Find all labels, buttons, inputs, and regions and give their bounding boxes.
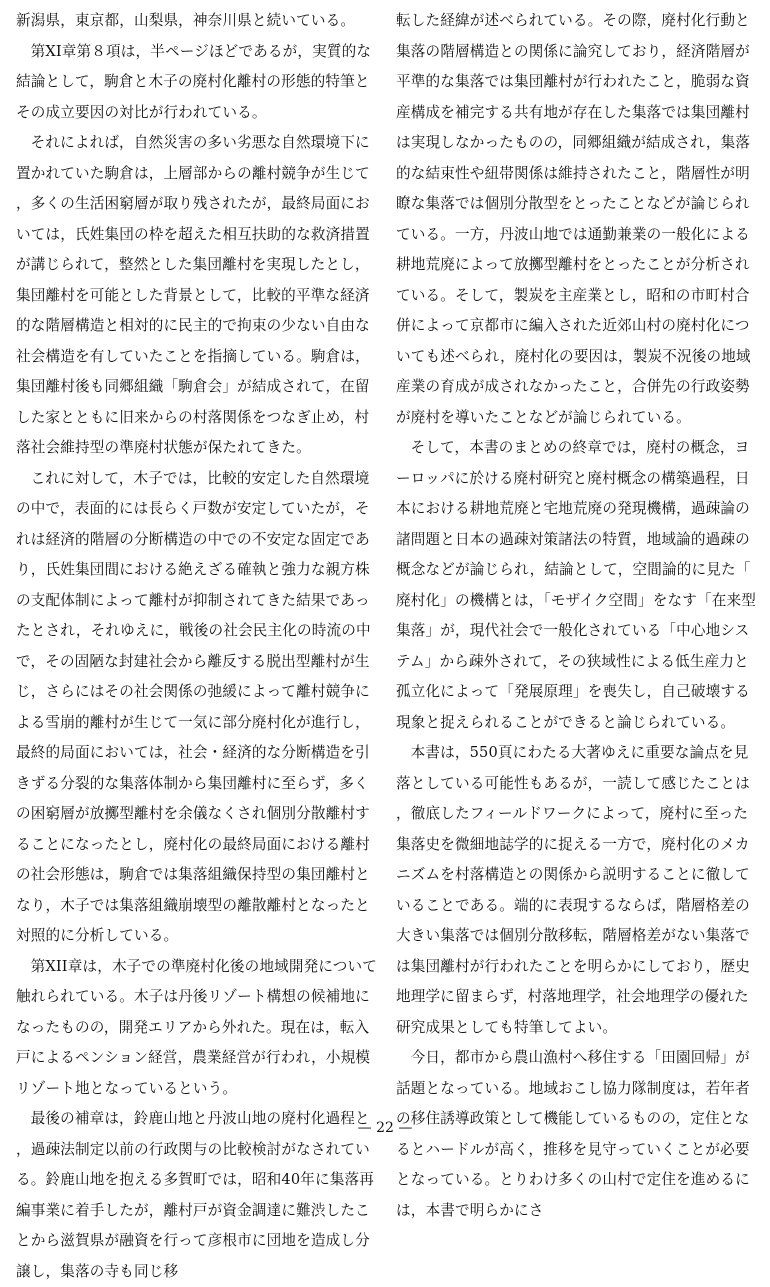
paragraph: これに対して，木子では，比較的安定した自然環境の中で，表面的には長らく戸数が安定していたが，それは経済的階層の分断構造の中での不安定な固定であり，氏姓集団間における絶えざる確執と強力な親方株の支配体制によって離村が抑制されてきた結果であったとされ，それゆえに，戦後の社会民主化の時流の中で，その固陋な封建社会から離反する脱出型離村が生じ，さらにはその社会関係の弛緩によって離村競争による雪崩的離村が生じて一気に部分廃村化が進行し，最終的局面においては，社会・経済的な分断構造を引きずる分裂的な集落体制から集団離村に至らず，多くの困窮層が放擲型離村を余儀なくされ個別分散離村することになったとし，廃村化の最終局面における離村の社会形態は，駒倉では集落組織保持型の集団離村となり，木子では集落組織崩壊型の離散離村となったと対照的に分析している。 [16,469,371,944]
paragraph: そして，本書のまとめの終章では，廃村の概念，ヨーロッパに於ける廃村研究と廃村概念の構築過程，日本における耕地荒廃と宅地荒廃の発現機構，過疎論の諸問題と日本の過疎対策諸法の特質，地域論的過疎の概念などが論じられ，結論として，空間論的に見た「廃村化」の機構とは，「モザイク空間」をなす「在来型集落」が，現代社会で一般化されている「中心地システム」から疎外されて，その狭域性による低生産力と孤立化によって「発展原理」を喪失し，自己破壊する現象と捉えられることができると論じられている。 [396,439,756,731]
paragraph: 本書は，550頁にわたる大著ゆえに重要な論点を見落としている可能性もあるが，一読して感じたことは，徹底したフィールドワークによって，廃村に至った集落史を微細地誌学的に捉える一方で，廃村化のメカニズムを村落構造との関係から説明することに徹していることである。端的に表現するならば，階層格差の大きい集落では個別分散移転，階層格差がない集落では集団離村が行われたことを明らかにしており，歴史地理学に留まらず，村落地理学，社会地理学の優れた研究成果としても特筆してよい。 [396,744,750,1036]
paragraph: 第XI章第８項は，半ページほどであるが，実質的な結論として，駒倉と木子の廃村化離村の形態的特筆とその成立要因の対比が行われている。 [16,42,372,121]
paragraph: 最後の補章は，鈴鹿山地と丹波山地の廃村化過程と，過疎法制定以前の行政関与の比較検討がなされている。鈴鹿山地を抱える多賀町では，昭和40年に集落再編事業に着手したが，離村戸が資金調達に難渋したことから滋賀県が融資を行って彦根市に団地を造成し分譲し，集落の寺も同じ移 [16,1110,374,1280]
page-number: — 22 — [357,1120,413,1136]
paragraph: 新潟県，東京都，山梨県，神奈川県と続いている。 [16,12,356,29]
paragraph: 第XII章は，木子での準廃村化後の地域開発について触れられている。木子は丹後リゾート構想の候補地になったものの，開発エリアから外れた。現在は，転入戸によるペンション経営，農業経営が行われ，小規模リゾート地となっているという。 [16,957,378,1097]
paragraph: 今日，都市から農山漁村へ移住する「田園回帰」が話題となっている。地域おこし協力隊制度は，若年者の移住誘導政策として機能しているものの，定住となるとハードルが高く，推移を見守っていくことが必要となっている。とりわけ多くの山村で定住を進めるには，本書で明らかにさ [396,1049,750,1219]
left-text-column [16,6,378,1287]
paragraph: それによれば，自然災害の多い劣悪な自然環境下に置かれていた駒倉は，上層部からの離村競争が生じて，多くの生活困窮層が取り残されたが，最終局面においては，氏姓集団の枠を超えた相互扶助的な救済措置が講じられて，整然とした集団離村を実現したとし，集団離村を可能とした背景として，比較的平準な経済的な階層構造と相対的に民主的で拘束の少ない自由な社会構造を有していたことを指摘している。駒倉は，集団離村後も同郷組織「駒倉会」が結成されて，在留した家とともに旧来からの村落関係をつなぎ止め，村落社会維持型の準廃村状態が保たれてきた。 [16,134,370,456]
paragraph: 転した経緯が述べられている。その際，廃村化行動と集落の階層構造との関係に論究しており，経済階層が平準的な集落では集団離村が行われたこと，脆弱な資産構成を補完する共有地が存在した集落では集団離村は実現しなかったものの，同郷組織が結成され，集落的な結束性や紐帯関係は維持されたこと，階層性が明瞭な集落では個別分散型をとったことなどが論じられている。一方，丹波山地では通勤兼業の一般化による耕地荒廃によって放擲型離村をとったことが分析されている。そして，製炭を主産業とし，昭和の市町村合併によって京都市に編入された近郊山村の廃村化についても述べられ，廃村化の要因は，製炭不況後の地域産業の育成が成されなかったこと，合併先の行政姿勢が廃村を導いたことなどが論じられている。 [396,12,751,426]
right-text-column [396,6,758,1226]
